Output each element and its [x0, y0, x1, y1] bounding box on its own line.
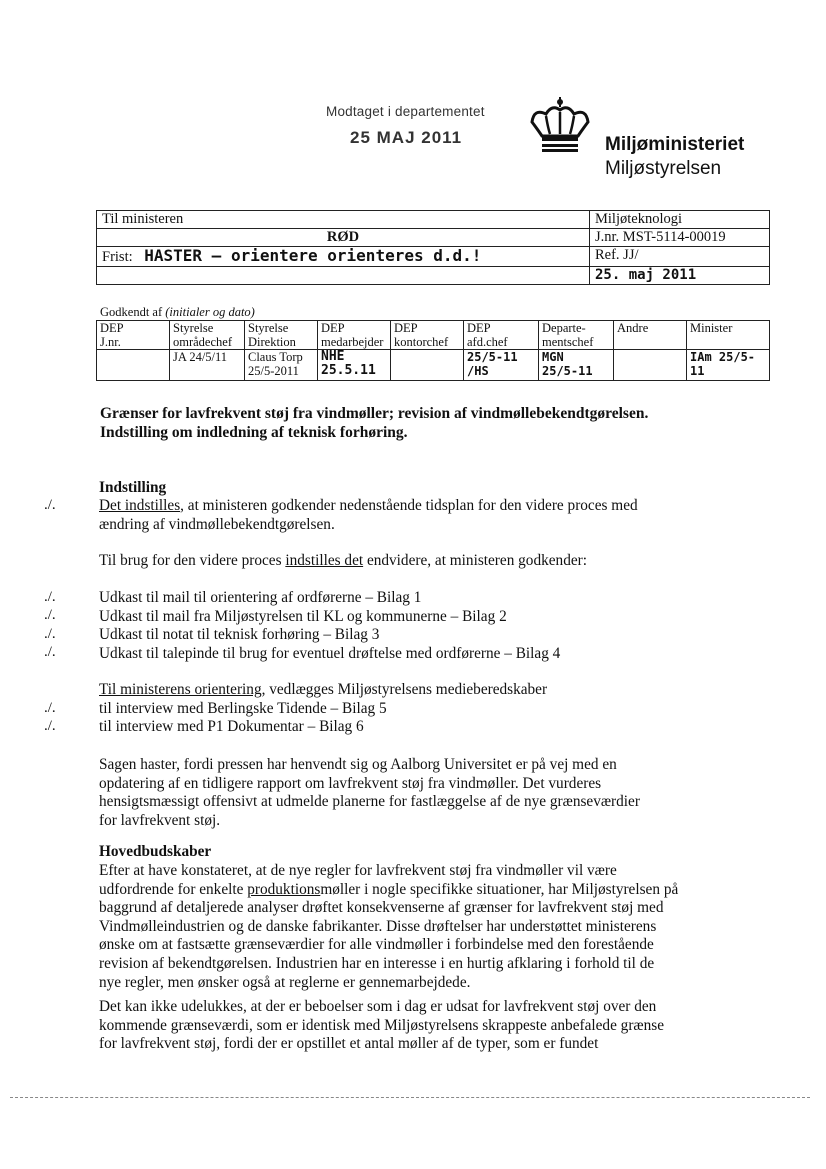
- approval-value-cell: MGN 25/5-11: [539, 350, 614, 381]
- attachment-marker: ./.: [44, 644, 56, 660]
- list-item: Udkast til talepinde til brug for eventuel drøftelse med ordførerne – Bilag 4: [99, 644, 561, 662]
- section-heading-indstilling: Indstilling: [99, 479, 167, 496]
- approval-header-cell: DEP kontorchef: [391, 321, 464, 350]
- frist-cell: [97, 247, 590, 267]
- approval-header-cell: Styrelse Direktion: [245, 321, 318, 350]
- approval-header-cell: DEP J.nr.: [97, 321, 170, 350]
- approval-header-cell: Departe- mentschef: [539, 321, 614, 350]
- attachment-marker: ./.: [44, 718, 56, 734]
- paragraph-5: Det kan ikke udelukkes, at der er beboelser som i dag er udsat for lavfrekvent støj over den kommende grænseværdi, som er identisk med Miljøstyrelsens skrappeste anbefalede grænse for lavfrekvent støj, fordi der er opstillet et antal møller af de typer, som er fundet: [99, 998, 665, 1053]
- attachment-list: [99, 589, 779, 663]
- attachment-marker: ./.: [44, 700, 56, 716]
- header-table: [96, 210, 770, 285]
- underlined-text: Det indstilles: [99, 497, 181, 514]
- approval-value-cell: [614, 350, 687, 381]
- attachment-marker: ./.: [44, 607, 56, 623]
- underlined-text: indstilles det: [285, 552, 364, 569]
- approval-value-cell: IAm 25/5-11: [687, 350, 770, 381]
- list-item: Udkast til mail fra Miljøstyrelsen til KL og kommunerne – Bilag 2: [99, 607, 507, 625]
- attachment-marker: ./.: [44, 497, 56, 513]
- approval-value-cell: JA 24/5/11: [170, 350, 245, 381]
- frist-label: Frist:: [102, 249, 133, 265]
- approval-value-row: [97, 350, 770, 381]
- received-stamp-date: 25 MAJ 2011: [350, 128, 463, 147]
- text: ændring af vindmøllebekendtgørelsen.: [99, 515, 335, 533]
- underlined-text: produktions: [247, 880, 321, 898]
- agency-name: Miljøstyrelsen: [605, 158, 722, 179]
- document-title: [100, 404, 800, 442]
- title-line: Grænser for lavfrekvent støj fra vindmøller; revision af vindmøllebekendtgørelsen.: [100, 405, 649, 422]
- list-item: Udkast til mail til orientering af ordførerne – Bilag 1: [99, 589, 422, 606]
- to-cell: Til ministeren: [97, 211, 590, 229]
- paragraph-1: [99, 497, 779, 534]
- ref-cell: Ref. JJ/: [590, 247, 770, 267]
- approval-value-cell: [97, 350, 170, 381]
- paragraph-4: Efter at have konstateret, at de nye regler for lavfrekvent støj fra vindmøller vil være udfordrende for enkelte produktionsmøller i nogle specifikke situationer, har Miljøstyrelsen på baggrund af detaljerede analyser drøftet konsekvenserne af grænser for lavfrekvent støj med Vindmølleindustrien og de danske fabrikanter. Disse drøftelser har understøttet ministerens ønske om at fastsætte grænseværdier for alle vindmøller i forbindelse med den forestående revision af bekendtgørelsen. Industrien har en interesse i en hurtig afklaring i forhold til de nye regler, men ønsker også at reglerne er gennemarbejdede.: [99, 862, 679, 991]
- approval-value-cell: 25/5-11 /HS: [464, 350, 539, 381]
- list-item: Udkast til notat til teknisk forhøring – Bilag 3: [99, 626, 380, 644]
- approval-header-cell: Minister: [687, 321, 770, 350]
- attachment-marker: ./.: [44, 589, 56, 605]
- paragraph-2: Til brug for den videre proces indstilles det endvidere, at ministeren godkender:: [99, 552, 587, 569]
- approval-table: [96, 320, 770, 381]
- title-line: Indstilling om indledning af teknisk forhøring.: [100, 424, 408, 441]
- approval-label-italic: (initialer og dato): [165, 305, 255, 319]
- text: , at ministeren godkender nedenstående tidsplan for den videre proces med: [180, 497, 638, 514]
- scan-divider: [10, 1097, 810, 1098]
- department-cell: Miljøteknologi: [590, 211, 770, 229]
- approval-header-cell: DEP medarbejder: [318, 321, 391, 350]
- orientation-paragraph: Til ministerens orientering, vedlægges Miljøstyrelsens medieberedskaber til interview med Berlingske Tidende – Bilag 5 til interview med P1 Dokumentar – Bilag 6: [99, 681, 779, 737]
- approval-header-row: [97, 321, 770, 350]
- approval-value-cell: [391, 350, 464, 381]
- empty-cell: [97, 267, 590, 285]
- jnr-cell: J.nr. MST-5114-00019: [590, 229, 770, 247]
- crown-logo-icon: [522, 96, 598, 154]
- frist-handwritten: HASTER – orientere orienteres d.d.!: [144, 246, 482, 265]
- color-cell: RØD: [97, 229, 590, 247]
- date-handwritten: 25. maj 2011: [590, 267, 770, 285]
- underlined-text: Til ministerens orientering: [99, 681, 262, 698]
- approval-header-cell: Styrelse områdechef: [170, 321, 245, 350]
- approval-label-text: Godkendt af: [100, 305, 163, 319]
- approval-value-cell: Claus Torp 25/5-2011: [245, 350, 318, 381]
- ministry-name: Miljøministeriet: [605, 134, 745, 155]
- paragraph-3: Sagen haster, fordi pressen har henvendt sig og Aalborg Universitet er på vej med en opdatering af en tidligere rapport om lavfrekvent støj fra vindmøller. Det vurderes hensigtsmæssigt offensivt at udmelde planerne for fastlæggelse af de nye grænseværdier for lavfrekvent støj.: [99, 756, 640, 829]
- approval-header-cell: DEP afd.chef: [464, 321, 539, 350]
- section-heading-hovedbudskaber: Hovedbudskaber: [99, 843, 212, 860]
- received-stamp-label: Modtaget i departementet: [326, 104, 485, 119]
- list-item: til interview med P1 Dokumentar – Bilag 6: [99, 718, 364, 736]
- approval-label: [100, 305, 255, 320]
- list-item: til interview med Berlingske Tidende – Bilag 5: [99, 699, 387, 717]
- approval-value-cell: NHE 25.5.11: [318, 350, 391, 381]
- attachment-marker: ./.: [44, 626, 56, 642]
- approval-header-cell: Andre: [614, 321, 687, 350]
